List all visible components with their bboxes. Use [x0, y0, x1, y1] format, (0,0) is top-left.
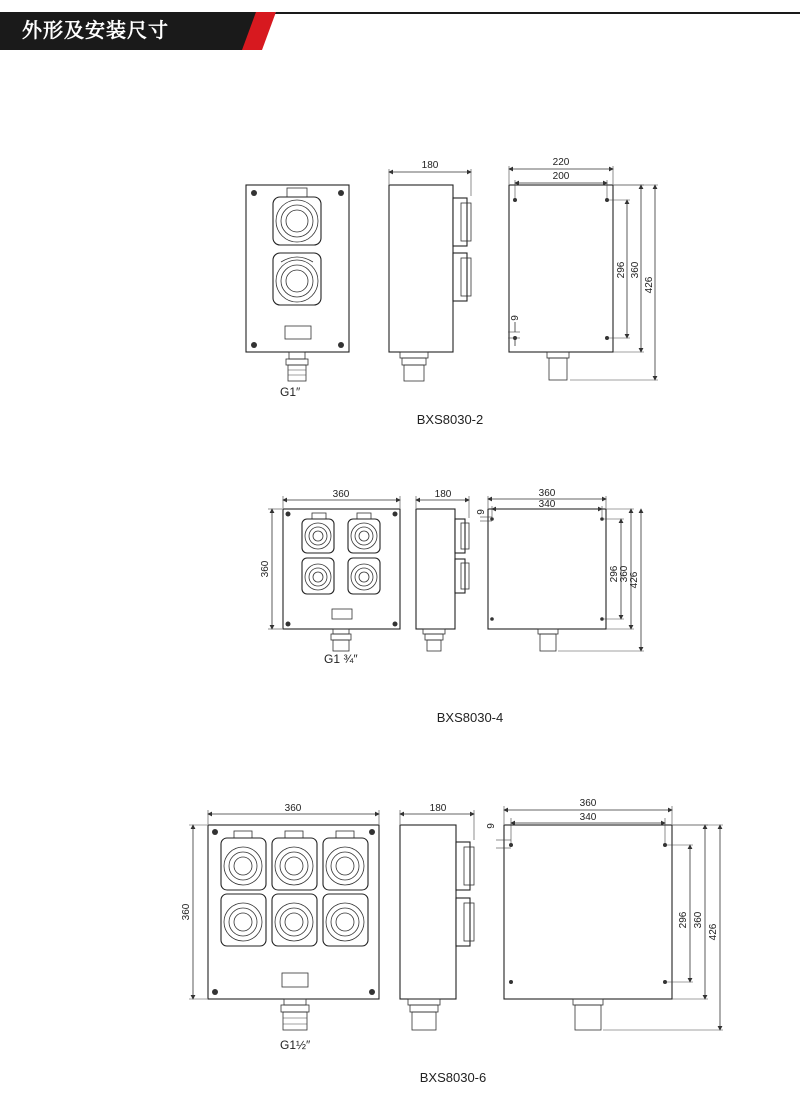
depth-label: 180 — [421, 160, 439, 171]
side-view — [400, 810, 474, 1030]
outer-width-label: 220 — [552, 157, 570, 168]
overall-height-label: 426 — [629, 571, 640, 589]
overall-height-label: 426 — [708, 923, 719, 941]
offset-label: 9 — [486, 823, 497, 829]
inner-width-label: 340 — [538, 499, 556, 510]
side-view — [389, 169, 471, 381]
depth-label: 180 — [429, 803, 447, 814]
hole-pitch-label: 296 — [616, 261, 627, 279]
body-height-label: 360 — [630, 261, 641, 279]
front-view — [246, 185, 349, 381]
model-caption: BXS8030-6 — [419, 1070, 487, 1085]
body-height-label: 360 — [693, 911, 704, 929]
section-title: 外形及安装尺寸 — [22, 18, 169, 42]
front-height-label: 360 — [260, 560, 271, 578]
outer-width-label: 360 — [538, 488, 556, 499]
inner-width-label: 340 — [579, 812, 597, 823]
outer-width-label: 360 — [579, 798, 597, 809]
model-bxs8030-2 — [246, 157, 658, 427]
side-view — [416, 496, 469, 651]
overall-height-label: 426 — [644, 276, 655, 294]
front-width-label: 360 — [284, 803, 302, 814]
thread-label: G1 ¾″ — [324, 652, 358, 666]
front-view — [268, 496, 400, 651]
front-height-label: 360 — [181, 903, 192, 921]
model-caption: BXS8030-2 — [416, 412, 484, 427]
body-height-label: 360 — [619, 565, 630, 583]
model-caption: BXS8030-4 — [436, 710, 504, 725]
thread-label: G1½″ — [280, 1038, 311, 1052]
front-width-label: 360 — [332, 489, 350, 500]
hole-pitch-label: 296 — [609, 565, 620, 583]
thread-label: G1″ — [280, 385, 301, 399]
model-bxs8030-6 — [181, 798, 723, 1085]
offset-label: 9 — [476, 509, 487, 515]
hole-pitch-label: 296 — [678, 911, 689, 929]
inner-width-label: 200 — [552, 171, 570, 182]
front-view — [189, 810, 379, 1030]
model-bxs8030-4 — [260, 488, 644, 725]
depth-label: 180 — [434, 489, 452, 500]
offset-label: 9 — [510, 315, 521, 321]
